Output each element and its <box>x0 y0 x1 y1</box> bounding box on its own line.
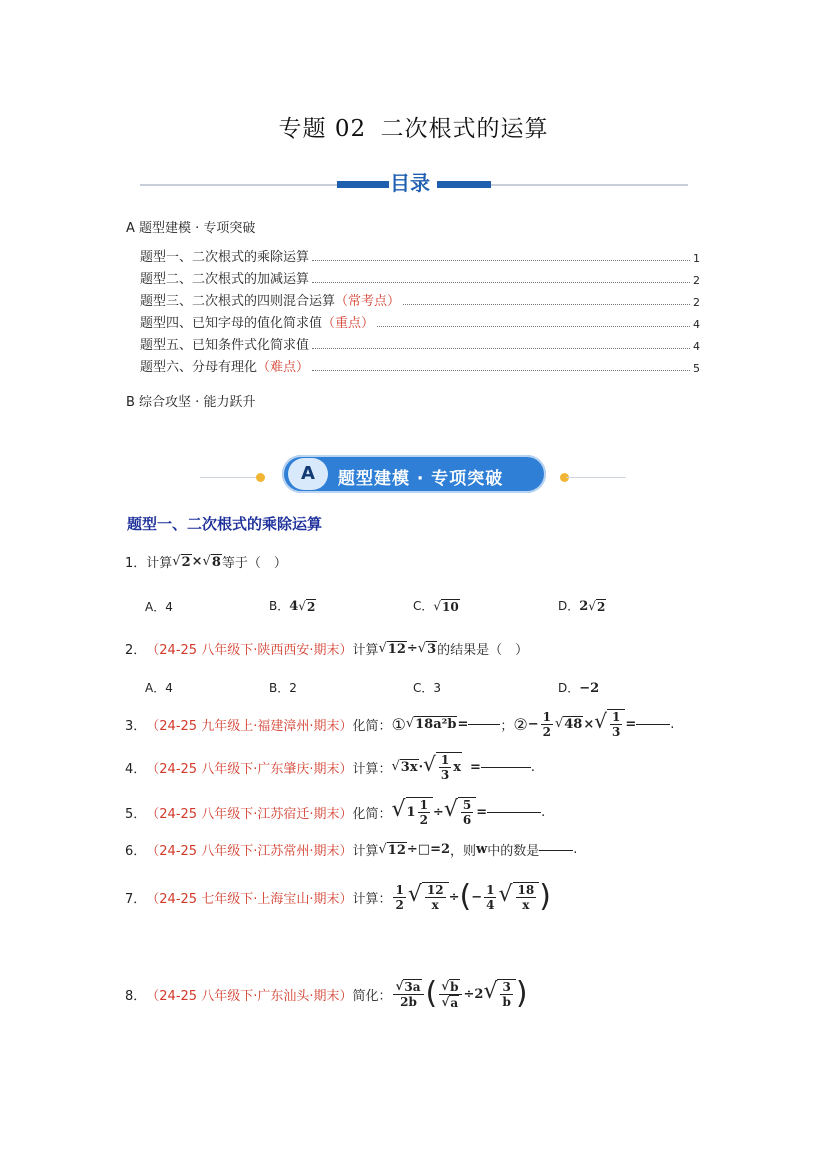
toc-bar-left <box>337 181 389 188</box>
answer-blank[interactable] <box>487 811 541 813</box>
question-source: （24-25 八年级下·广东汕头·期末） <box>146 988 353 1004</box>
toc-section-a: A 题型建模 · 专项突破 <box>126 221 256 236</box>
option-label: B． <box>269 599 290 613</box>
question-source: （24-25 八年级下·江苏宿迁·期末） <box>146 806 353 822</box>
question-number: 8． <box>125 988 147 1004</box>
question-prefix: 计算： <box>352 761 392 777</box>
option-a[interactable] <box>145 679 173 696</box>
question-prefix: 计算 <box>146 556 173 571</box>
title-number: 02 <box>334 116 367 142</box>
question-prefix: 化简： <box>352 718 392 734</box>
option-b[interactable]: B．4 √ 2 <box>269 599 316 614</box>
option-label: A． <box>145 600 166 614</box>
option-a[interactable] <box>145 598 173 615</box>
option-label: A． <box>145 681 166 695</box>
toc-page: 2 <box>693 274 700 287</box>
toc-page: 1 <box>693 252 700 265</box>
toc-item-tag: （难点） <box>257 360 310 375</box>
divide-sign: ÷ <box>406 842 418 857</box>
question-prefix: 简化： <box>352 988 392 1004</box>
question-prefix: 计算 <box>352 844 379 859</box>
banner-text: 题型建模 · 专项突破 <box>338 469 504 489</box>
question-5: 5． （24-25 八年级下·江苏宿迁·期末） 化简： √ 1 $\frac{1}{2}$ ÷ √ $\frac{5}{6}$ = . <box>125 797 546 827</box>
toc-leader <box>377 326 690 327</box>
toc-item-label: 题型一、二次根式的乘除运算 <box>140 250 310 265</box>
whole-number: 1 <box>406 805 416 820</box>
option-c[interactable] <box>413 679 441 696</box>
toc-item-1[interactable] <box>140 247 700 265</box>
question-1 <box>125 552 287 571</box>
question-3: 3． （24-25 九年级上·福建漳州·期末） 化简： ① √ 18a²b = ； ② − $\frac{1}{2}$ √ 48 × √ $\frac{1}{3}$ = . <box>125 709 675 739</box>
question-source: （24-25 九年级上·福建漳州·期末） <box>146 718 353 734</box>
question-suffix: 等于（ ） <box>221 556 287 571</box>
circle-two: ② <box>513 714 528 734</box>
question-number: 4． <box>125 761 147 777</box>
question-4: 4． （24-25 八年级下·广东肇庆·期末） 计算： √ 3x · √ $\frac{1}{3}$ x = . <box>125 752 536 782</box>
toc-item-label: 题型五、已知条件式化简求值 <box>140 338 310 353</box>
toc-divider-left <box>140 184 340 186</box>
question-number: 7． <box>125 891 147 907</box>
sqrt-expr: √ 2 <box>172 553 191 570</box>
toc-item-label: 题型四、已知字母的值化简求值 <box>140 316 323 331</box>
toc-page: 4 <box>693 340 700 353</box>
toc-page: 2 <box>693 296 700 309</box>
question-2: 2． （24-25 八年级下·陕西西安·期末） 计算 √ 12 ÷ √ 3 的结果是（ ） <box>125 640 529 658</box>
toc-leader <box>312 260 690 261</box>
option-radicand: 2 <box>596 600 606 614</box>
period: . <box>670 716 675 732</box>
toc-item-tag: （常考点） <box>335 294 401 309</box>
toc-heading: 目录 <box>390 171 430 195</box>
toc-item-6[interactable] <box>140 357 700 375</box>
question-suffix: 中的数是 <box>487 844 540 859</box>
coefficient: 2 <box>474 986 484 1002</box>
question-6: 6． （24-25 八年级下·江苏常州·期末） 计算 √ 12 ÷ □ = 2 ，则 w 中的数是 . <box>125 841 578 859</box>
sqrt-radicand: 3 <box>427 641 437 657</box>
toc-leader <box>312 370 690 371</box>
sqrt-radicand: 18a²b <box>415 717 457 732</box>
option-value: 3 <box>433 681 442 695</box>
separator: ； <box>500 718 514 734</box>
right-paren: ) <box>539 879 551 914</box>
question-prefix: 计算 <box>352 643 379 658</box>
option-radicand: 10 <box>442 600 459 614</box>
left-paren: ( <box>425 976 438 1011</box>
variable: x <box>453 760 461 775</box>
question-source: （24-25 八年级下·广东肇庆·期末） <box>146 761 353 777</box>
question-7: 7． （24-25 七年级下·上海宝山·期末） 计算： $\frac{1}{2}$ √ $\frac{12}{x}$ ÷ ( − $\frac{1}{4}$ √ $\frac{18}{x}$ ) <box>125 879 551 914</box>
option-label: C． <box>413 599 434 613</box>
option-label: C． <box>413 681 434 695</box>
banner-letter: A <box>288 458 328 490</box>
option-value: −2 <box>579 681 600 696</box>
option-d[interactable] <box>558 679 599 696</box>
times-sign: × <box>583 716 595 732</box>
period: . <box>530 759 536 775</box>
toc-leader <box>312 282 690 283</box>
answer-blank[interactable] <box>481 766 531 768</box>
circle-one: ① <box>391 714 406 734</box>
left-paren: ( <box>459 879 472 914</box>
equals-sign: = <box>469 759 481 775</box>
period: . <box>573 842 578 857</box>
toc-item-label: 题型二、二次根式的加减运算 <box>140 272 310 287</box>
option-radicand: 2 <box>306 600 316 614</box>
option-d[interactable]: D．2 √ 2 <box>558 599 606 614</box>
page-title <box>0 110 827 143</box>
option-label: D． <box>558 681 580 695</box>
toc-section-b: B 综合攻坚 · 能力跃升 <box>126 395 256 410</box>
divide-sign: ÷ <box>448 889 460 905</box>
toc-leader <box>312 348 690 349</box>
right-paren: ) <box>515 976 528 1011</box>
sqrt-radicand: 48 <box>564 717 583 732</box>
blank-box: □ <box>417 842 431 857</box>
dot-sign: · <box>418 759 424 775</box>
option-value: 4 <box>165 600 173 614</box>
toc-page: 4 <box>693 318 700 331</box>
equals-sign: = <box>476 804 488 820</box>
question-number: 1． <box>125 556 147 571</box>
question-8: 8． （24-25 八年级下·广东汕头·期末） 简化： √ 3a 2b ( √ b √ a ÷ 2 √ $\frac{3}{b}$ ) <box>125 976 528 1011</box>
answer-blank[interactable] <box>636 723 670 725</box>
sqrt-radicand: 12 <box>387 842 406 858</box>
question-source: （24-25 八年级下·江苏常州·期末） <box>146 844 353 859</box>
toc-item-label: 题型三、二次根式的四则混合运算 <box>140 294 336 309</box>
toc-page: 5 <box>693 362 700 375</box>
toc-item-tag: （重点） <box>322 316 375 331</box>
question-number: 2． <box>125 643 147 658</box>
banner-line-right <box>566 477 626 478</box>
toc-leader <box>403 304 690 305</box>
variable-w: w <box>476 842 488 857</box>
question-number: 5． <box>125 806 147 822</box>
banner-dot-left <box>256 473 265 482</box>
toc-item-4[interactable] <box>140 313 700 331</box>
minus-sign: − <box>471 889 483 905</box>
question-suffix: 的结果是（ ） <box>437 643 529 658</box>
banner-line-left <box>200 477 260 478</box>
toc-item-label: 题型六、分母有理化 <box>140 360 258 375</box>
result-value: 2 <box>440 842 451 857</box>
answer-blank[interactable] <box>539 849 573 851</box>
period: . <box>541 804 546 820</box>
title-text: 二次根式的运算 <box>380 116 549 142</box>
option-value: 4 <box>165 681 173 695</box>
equals-sign: = <box>625 716 637 732</box>
question-number: 3． <box>125 718 147 734</box>
sqrt-expr: √ 8 <box>202 553 221 570</box>
toc-item-5[interactable] <box>140 335 700 353</box>
question-number: 6． <box>125 844 147 859</box>
sqrt-radicand: 12 <box>387 641 406 657</box>
toc-divider-right <box>491 184 688 186</box>
option-label: B． <box>269 681 290 695</box>
question-mid: ，则 <box>450 844 477 859</box>
option-coef: 4 <box>289 599 299 614</box>
answer-blank[interactable] <box>468 723 500 725</box>
equals-sign: = <box>430 842 441 857</box>
times-sign: × <box>191 554 203 569</box>
toc-item-2[interactable] <box>140 269 700 287</box>
sqrt-radicand: 3x <box>400 760 418 775</box>
toc-bar-right <box>437 181 491 188</box>
minus-sign: − <box>527 716 539 732</box>
title-prefix: 专题 <box>278 116 327 142</box>
question-prefix: 计算： <box>352 891 392 907</box>
option-value: 2 <box>289 681 297 695</box>
option-coef: 2 <box>579 599 589 614</box>
question-source: （24-25 八年级下·陕西西安·期末） <box>146 643 353 658</box>
toc-item-3[interactable] <box>140 291 700 309</box>
type-one-title: 题型一、二次根式的乘除运算 <box>127 515 323 533</box>
option-b[interactable] <box>269 679 297 696</box>
question-source: （24-25 七年级下·上海宝山·期末） <box>146 891 353 907</box>
fraction: $\frac{1}{2}$ <box>542 709 551 739</box>
divide-sign: ÷ <box>463 986 475 1002</box>
divide-sign: ÷ <box>432 804 444 820</box>
divide-sign: ÷ <box>406 641 418 656</box>
equals-sign: = <box>457 716 469 732</box>
option-c[interactable]: C． √ 10 <box>413 599 459 614</box>
option-label: D． <box>558 599 580 613</box>
question-prefix: 化简： <box>352 806 392 822</box>
